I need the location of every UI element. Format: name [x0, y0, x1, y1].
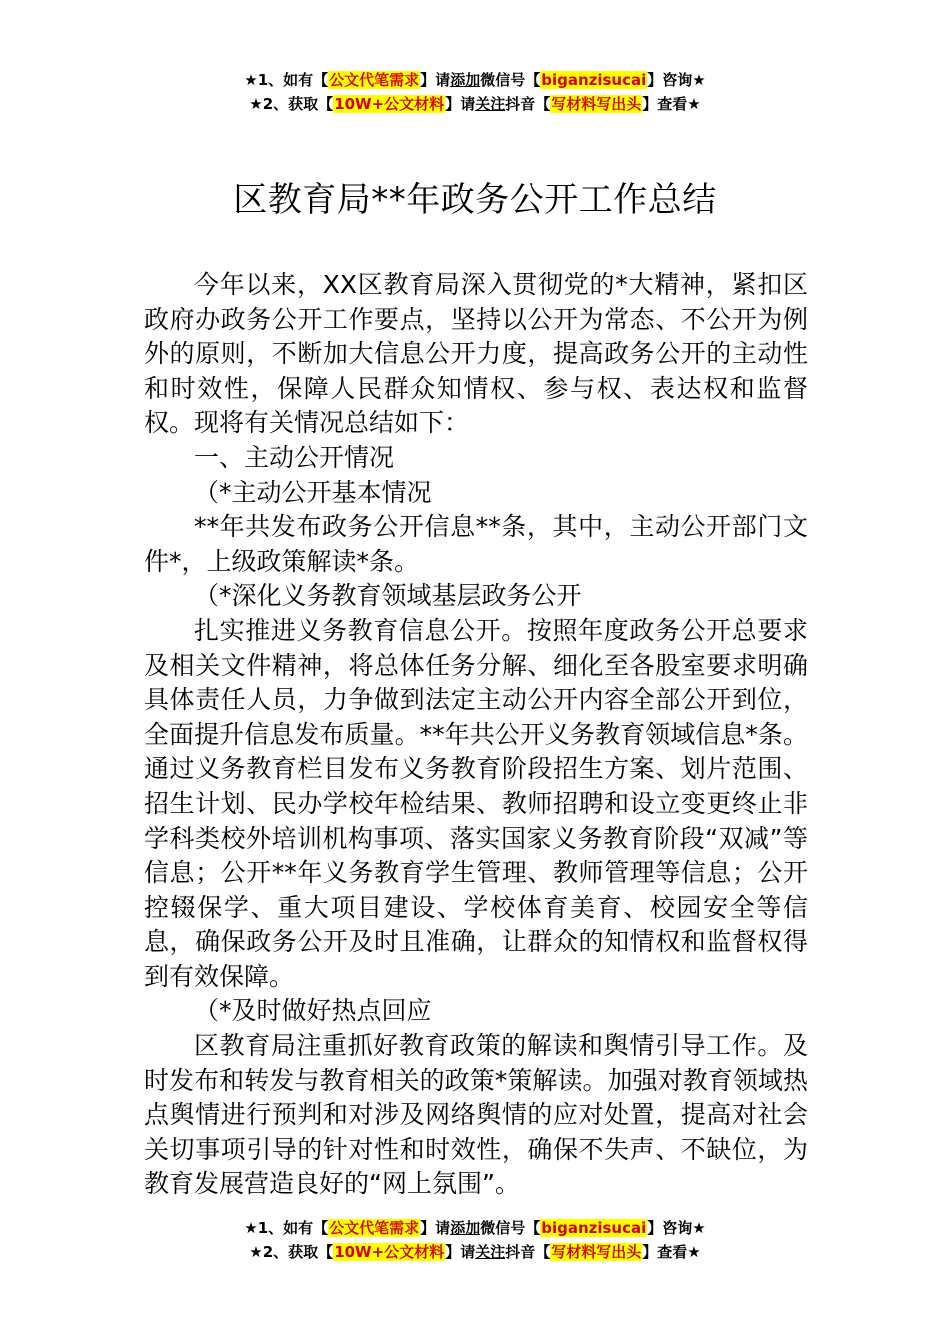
promo-underlined-text: 关注 [475, 95, 506, 113]
promo-highlight-douyin-id: 写材料写出头 [551, 95, 642, 113]
promo-line-2 [0, 1240, 950, 1264]
promo-line-1 [0, 1216, 950, 1240]
document-title: 区教育局**年政务公开工作总结 [233, 180, 717, 220]
promo-text: 】请 [445, 1243, 476, 1261]
promo-text: 】查看★ [642, 95, 701, 113]
promo-highlight-douyin-id: 写材料写出头 [551, 1243, 642, 1261]
promo-banner-bottom [0, 1216, 950, 1264]
promo-highlight: 10W+公文材料 [334, 95, 445, 113]
promo-highlight: 公文代笔需求 [329, 71, 420, 89]
promo-underlined-text: 添加 [450, 1219, 481, 1237]
promo-underlined-text: 关注 [475, 1243, 506, 1261]
promo-text: 抖音【 [505, 95, 551, 113]
paragraph: **年共发布政务公开信息**条，其中，主动公开部门文件*，上级政策解读*条。 [144, 512, 808, 576]
promo-highlight: 公文代笔需求 [329, 1219, 420, 1237]
promo-text: 微信号【 [480, 71, 541, 89]
promo-text: ★1、如有【 [244, 71, 329, 89]
promo-text: 】咨询★ [647, 1219, 706, 1237]
promo-highlight: 10W+公文材料 [334, 1243, 445, 1261]
promo-text: ★1、如有【 [244, 1219, 329, 1237]
promo-text: 】咨询★ [647, 71, 706, 89]
document-body [144, 268, 808, 1202]
paragraph: 区教育局注重抓好教育政策的解读和舆情引导工作。及时发布和转发与教育相关的政策*策解读。加强对教育领域热点舆情进行预判和对涉及网络舆情的应对处置，提高对社会关切事项引导的针对性和时效性，确保不失声、不缺位，为教育发展营造良好的“网上氛围”。 [144, 1031, 808, 1199]
subsection-heading: （*主动公开基本情况 [194, 477, 432, 507]
subsection-heading: （*深化义务教育领域基层政务公开 [194, 581, 582, 611]
paragraph-intro: 今年以来，XX区教育局深入贯彻党的*大精神，紧扣区政府办政务公开工作要点，坚持以公开为常态、不公开为例外的原则，不断加大信息公开力度，提高政务公开的主动性和时效性，保障人民群众知情权、参与权、表达权和监督权。现将有关情况总结如下： [144, 270, 808, 438]
promo-text: ★2、获取【 [249, 95, 334, 113]
promo-line-2 [0, 92, 950, 116]
promo-line-1 [0, 68, 950, 92]
paragraph: 扎实推进义务教育信息公开。按照年度政务公开总要求及相关文件精神，将总体任务分解、细化至各股室要求明确具体责任人员，力争做到法定主动公开内容全部公开到位，全面提升信息发布质量。**年共公开义务教育领域信息*条。通过义务教育栏目发布义务教育阶段招生方案、划片范围、招生计划、民办学校年检结果、教师招聘和设立变更终止非学科类校外培训机构事项、落实国家义务教育阶段“双减”等信息；公开**年义务教育学生管理、教师管理等信息；公开控辍保学、重大项目建设、学校体育美育、校园安全等信息，确保政务公开及时且准确，让群众的知情权和监督权得到有效保障。 [144, 615, 808, 991]
promo-text: 】请 [420, 71, 451, 89]
promo-highlight-wechat-id: biganzisucai [541, 71, 647, 89]
promo-underlined-text: 添加 [450, 71, 481, 89]
promo-text: 】请 [420, 1219, 451, 1237]
promo-banner-top [0, 68, 950, 116]
promo-text: ★2、获取【 [249, 1243, 334, 1261]
promo-highlight-wechat-id: biganzisucai [541, 1219, 647, 1237]
section-heading: 一、主动公开情况 [194, 442, 395, 472]
promo-text: 】请 [445, 95, 476, 113]
subsection-heading: （*及时做好热点回应 [194, 996, 432, 1026]
promo-text: 微信号【 [480, 1219, 541, 1237]
promo-text: 抖音【 [505, 1243, 551, 1261]
promo-text: 】查看★ [642, 1243, 701, 1261]
